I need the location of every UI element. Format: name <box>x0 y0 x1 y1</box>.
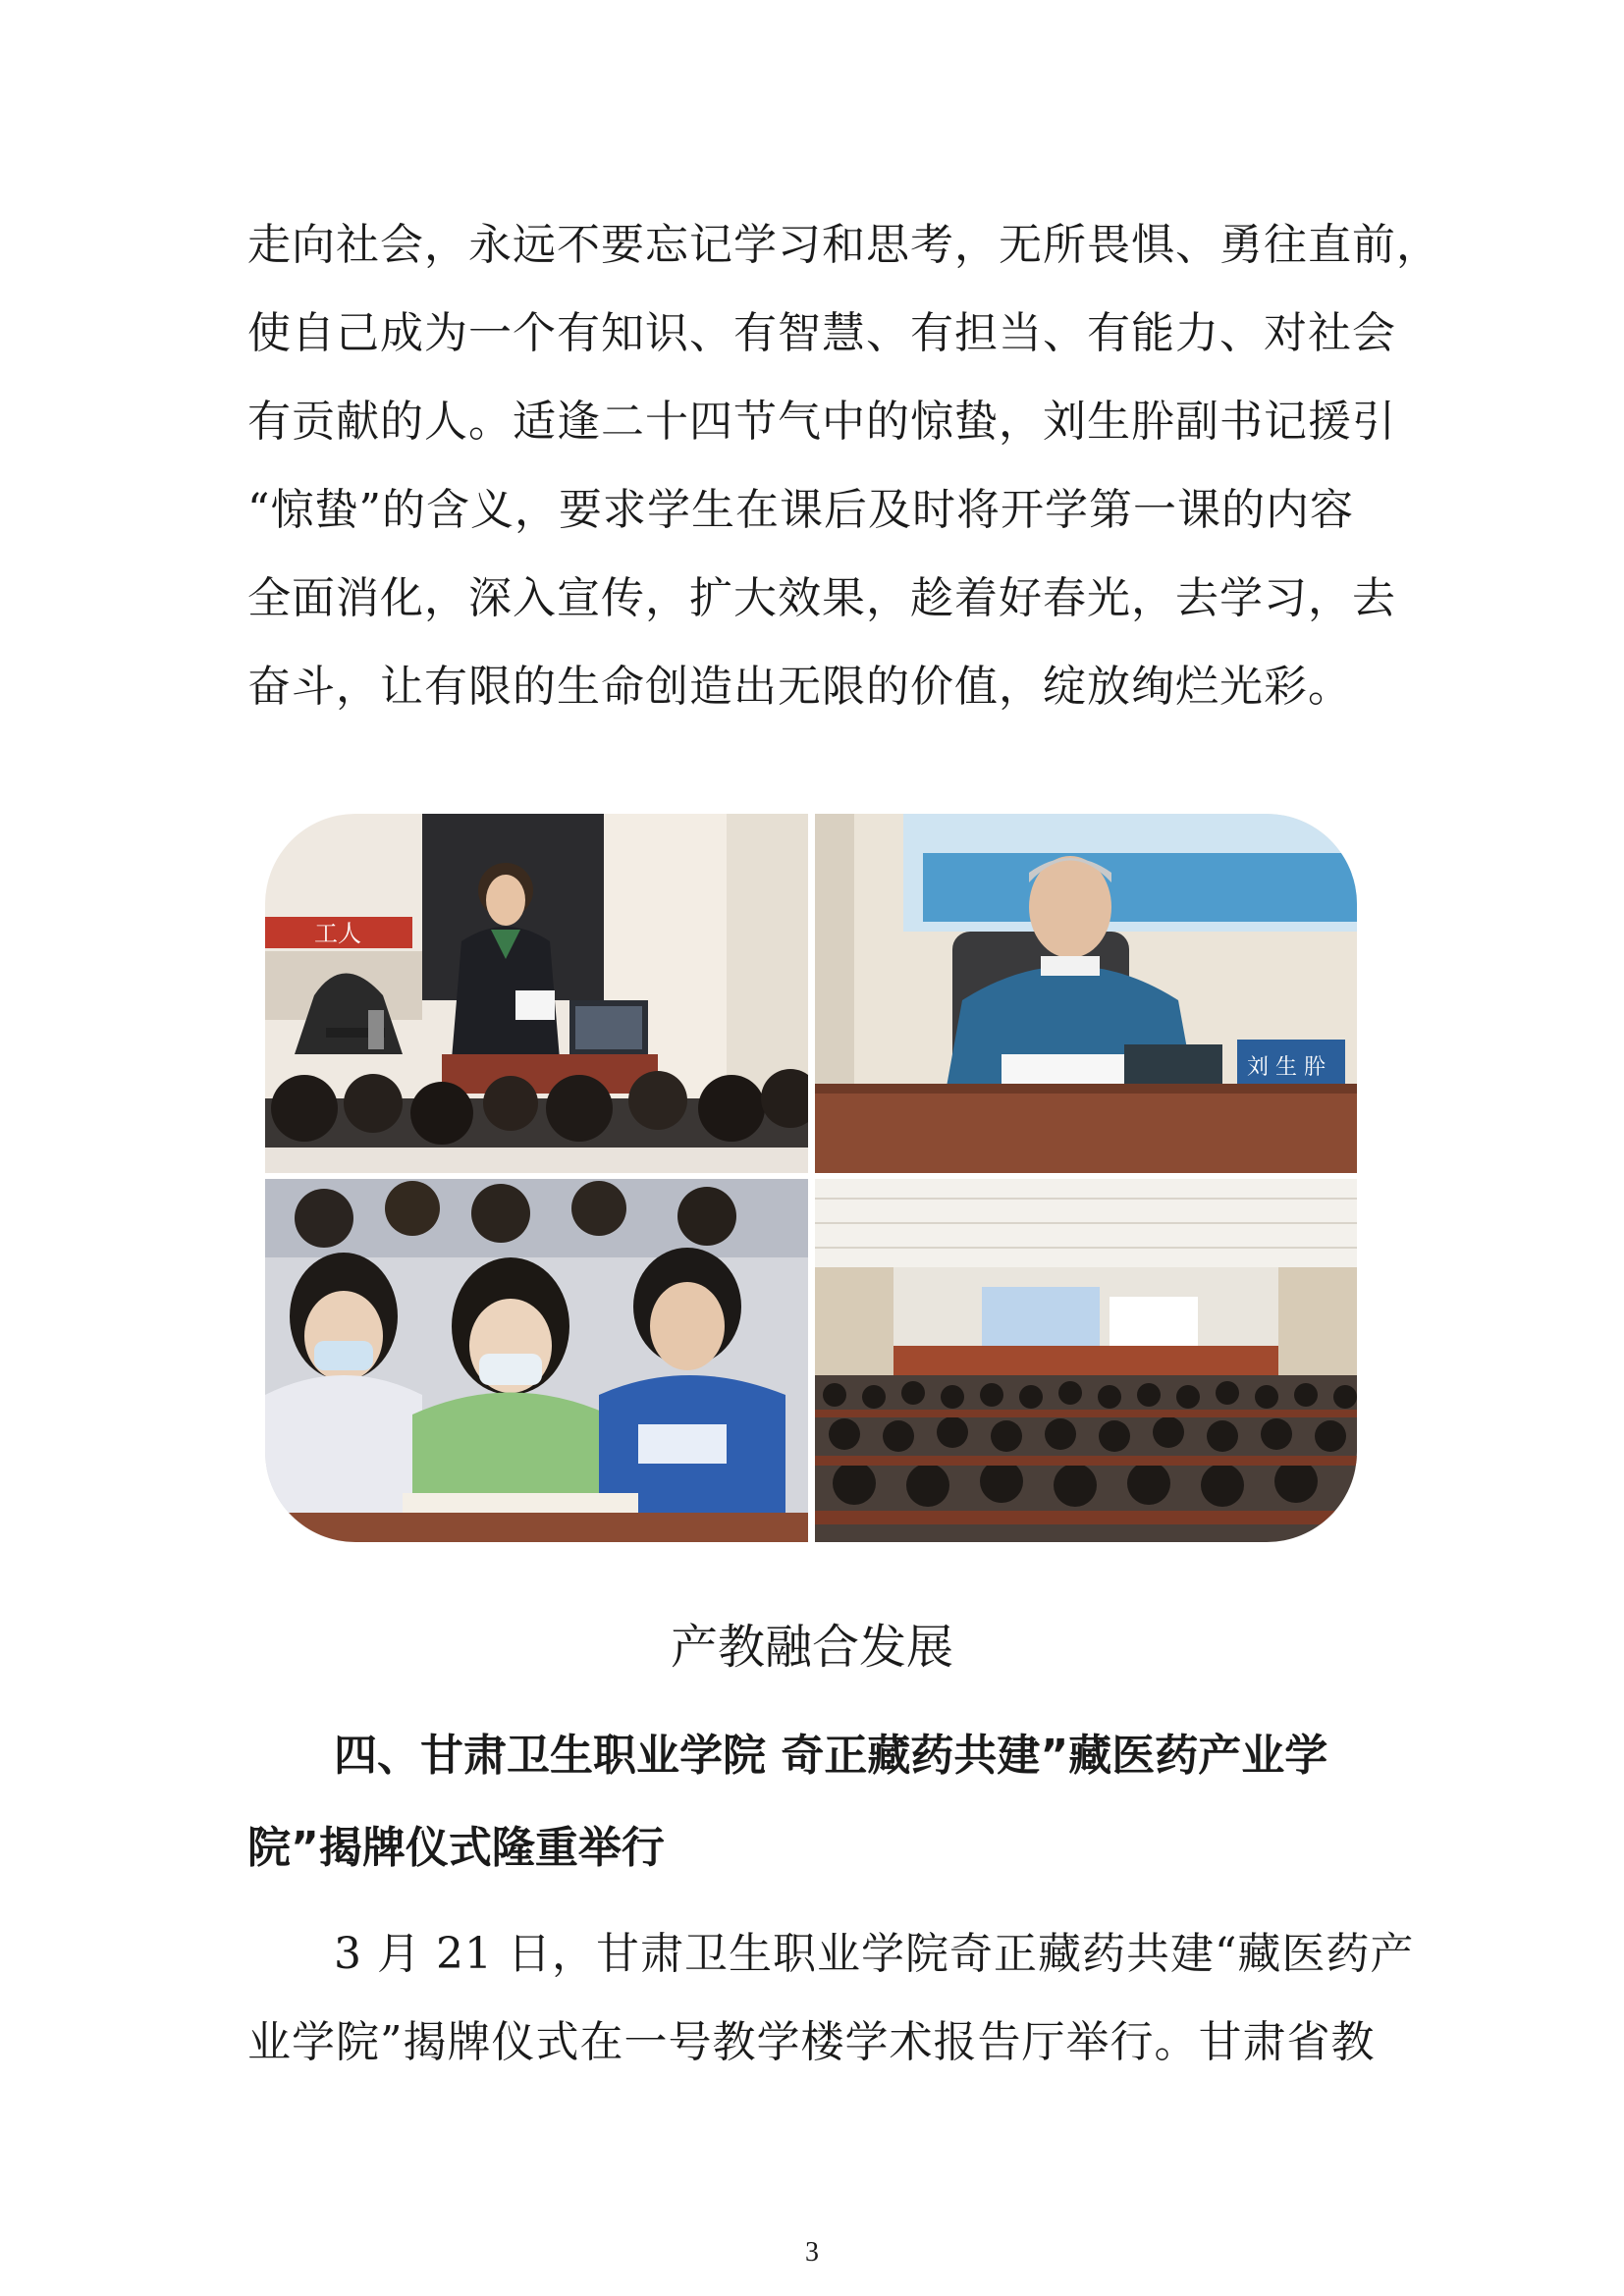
text-line: 全面消化，深入宣传，扩大效果，趁着好春光，去学习，去 <box>247 573 1396 623</box>
article-title-line: 四、甘肃卫生职业学院 奇正藏药共建”藏医药产业学 <box>334 1731 1328 1781</box>
photo-speaker-man <box>815 814 1357 1173</box>
text-line: 业学院”揭牌仪式在一号教学楼学术报告厅举行。甘肃省教 <box>247 2017 1376 2067</box>
photo-lecture-hall <box>815 1179 1357 1542</box>
photo-collage <box>265 814 1357 1542</box>
section-title: 产教融合发展 <box>670 1620 953 1675</box>
nameplate-text: 刘 生 肸 <box>1247 1055 1326 1080</box>
page-number: 3 <box>805 2237 819 2268</box>
article-title-line: 院”揭牌仪式隆重举行 <box>247 1823 665 1873</box>
body-paragraph <box>247 1910 1415 2087</box>
photo-students <box>265 1179 808 1542</box>
text-line: “惊蛰”的含义，要求学生在课后及时将开学第一课的内容 <box>247 485 1354 535</box>
text-line: 使自己成为一个有知识、有智慧、有担当、有能力、对社会 <box>247 308 1396 358</box>
photo-speaker-woman <box>265 814 808 1173</box>
text-line: 有贡献的人。适逢二十四节气中的惊蛰，刘生肸副书记援引 <box>247 397 1396 447</box>
article-title <box>247 1710 1386 1895</box>
text-line: 奋斗，让有限的生命创造出无限的价值，绽放绚烂光彩。 <box>247 662 1352 712</box>
text-line: 3 月 21 日，甘肃卫生职业学院奇正藏药共建“藏医药产 <box>334 1929 1415 1979</box>
body-paragraph <box>247 201 1440 731</box>
text-line: 走向社会，永远不要忘记学习和思考，无所畏惧、勇往直前， <box>247 220 1440 270</box>
banner-text: 工人 <box>314 920 361 947</box>
